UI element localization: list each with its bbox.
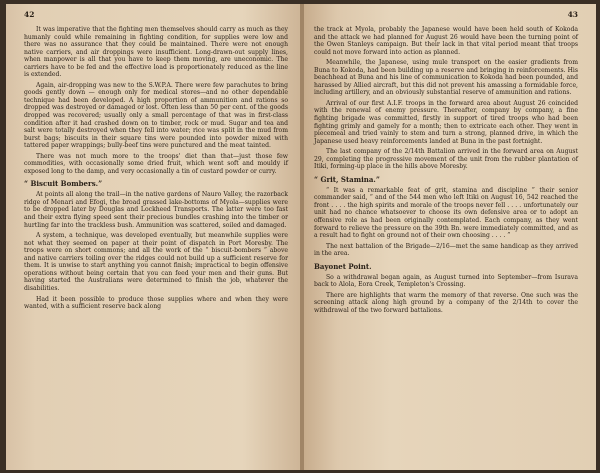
paragraph: “ It was a remarkable feat of grit, stamina and discipline ” their senior commander said, “ and of the 544 men who left Itiki on August 16, 542 reached the front . . . . the high spirits and morale of the troops never fell . . . . unfortunately our unit had no chance whatsoever to choose its own defensive area or to adopt an offensive role as had been originally contemplated. Each company, as they went forward to relieve the pressure on the 39th Bn. were immediately committed, and as a result had to fight on ground not of their own choosing . . . . ” (314, 186, 578, 240)
section-heading: “ Biscuit Bombers.” (24, 179, 103, 189)
section-heading: “ Grit, Stamina.” (314, 174, 380, 184)
paragraph: Had it been possible to produce those supplies where and when they were wanted, with a sufficient reserve back along (24, 295, 288, 311)
book-gutter (300, 4, 304, 470)
page-body (24, 26, 288, 311)
book-spread (6, 4, 596, 470)
page-body (314, 26, 578, 315)
section-heading: Bayonet Point. (314, 261, 372, 271)
paragraph: The next battalion of the Brigade—2/16—met the same handicap as they arrived in the area. (314, 242, 578, 258)
paragraph: Meanwhile, the Japanese, using mule transport on the easier gradients from Buna to Kokoda, had been building up a reserve and bringing in reinforcements. His beachhead at Buna and his line of communication to Kokoda had been pounded, and harassed by Allied aircraft, but this did not prevent his amassing a formidable force, including artillery, and an obviously substantial reserve of ammunition and rations. (314, 59, 578, 97)
paragraph: So a withdrawal began again, as August turned into September—from Isurava back to Alola, Eora Creek, Templeton's Crossing. (314, 273, 578, 289)
paragraph: At points all along the trail—in the native gardens of Nauro Valley, the razorback ridge of Menari and Efogi, the broad grassed lake-bottoms of Myola—supplies were to be dropped later by Douglas and Lockheed Transports. The latter were too fast and their extra flying speed sent their precious bundles crashing into the timber or hurtling far into the trackless bush. Ammunition was scattered, soiled and damaged. (24, 191, 288, 229)
paragraph: There was not much more to the troops' diet than that—just those few commodities, with occasionally some dried fruit, which went soft and mouldy if exposed long to the damp, and very occasionally a tin of custard powder or curry. (24, 152, 288, 175)
left-page (6, 4, 302, 470)
paragraph: There are highlights that warm the memory of that reverse. One such was the screening attack along high ground by a company of the 2/14th to cover the withdrawal of the two forward battalions. (314, 291, 578, 314)
right-page (302, 4, 596, 470)
paragraph: the track at Myola, probably the Japanese would have been held south of Kokoda and the attack we had planned for August 26 would have been the turning point of the Owen Stanleys campaign. But their lack in that vital period meant that troops could not move forward into action as planned. (314, 26, 578, 56)
paragraph: The last company of the 2/14th Battalion arrived in the forward area on August 29, completing the progressive movement of the unit from the rubber plantation of Itiki, forming-up place in the hills above Moresby. (314, 148, 578, 171)
page-number: 42 (24, 10, 35, 19)
paragraph: Arrival of our first A.I.F. troops in the forward area about August 26 coincided with the renewal of enemy pressure. Thereafter, company by company, a fine fighting brigade was committed, firstly in support of tired troops who had been fighting grimly and gamely for a month; then to extricate each other. They went in piecemeal and tried vainly to stem and turn a strong, planned drive, in which the Japanese used heavy reinforcements landed at Buna in the past fortnight. (314, 99, 578, 145)
paragraph: It was imperative that the fighting men themselves should carry as much as they humanly could while remaining in fighting condition, for supplies were low and there was no assurance that they could be maintained. There were not enough native carriers, and air droppings were insufficient. Long-drawn-out supply lines, when manpower is all that you have to keep them moving, are uneconomic. The carriers have to be fed and the effective load is proportionately reduced as the line is extended. (24, 26, 288, 79)
paragraph: A system, a technique, was developed eventually, but meanwhile supplies were not what they seemed on paper at their point of dispatch in Port Moresby. The troops were on short commons; and all the work of the “ biscuit-bombers ” above and native carriers toiling over the ridges could not build up a sufficient reserve for them. It is unwise to start anything you cannot finish; impractical to begin offensive operations without being certain that you can feed your men and their guns. But having started the Australians were determined to finish the job, whatever the disabilities. (24, 232, 288, 292)
page-number: 43 (567, 10, 578, 19)
paragraph: Again, air-dropping was new to the S.W.P.A. There were few parachutes to bring goods gently down — enough only for medical stores—and no other dependable technique had been developed. A high proportion of ammunition and rations so dropped was destroyed or damaged or lost. Often less than 50 per cent. of the goods dropped was recovered; usually only a small percentage of that was in first-class condition after it had crashed down on to timber, rock or mud. Sugar and tea and salt were totally destroyed when they fell into water; rice was split in the mud from burst bags; biscuits in their square tins were pounded into powder mixed with tattered paper wrappings; bully-beef tins were punctured and the meat tainted. (24, 81, 288, 150)
